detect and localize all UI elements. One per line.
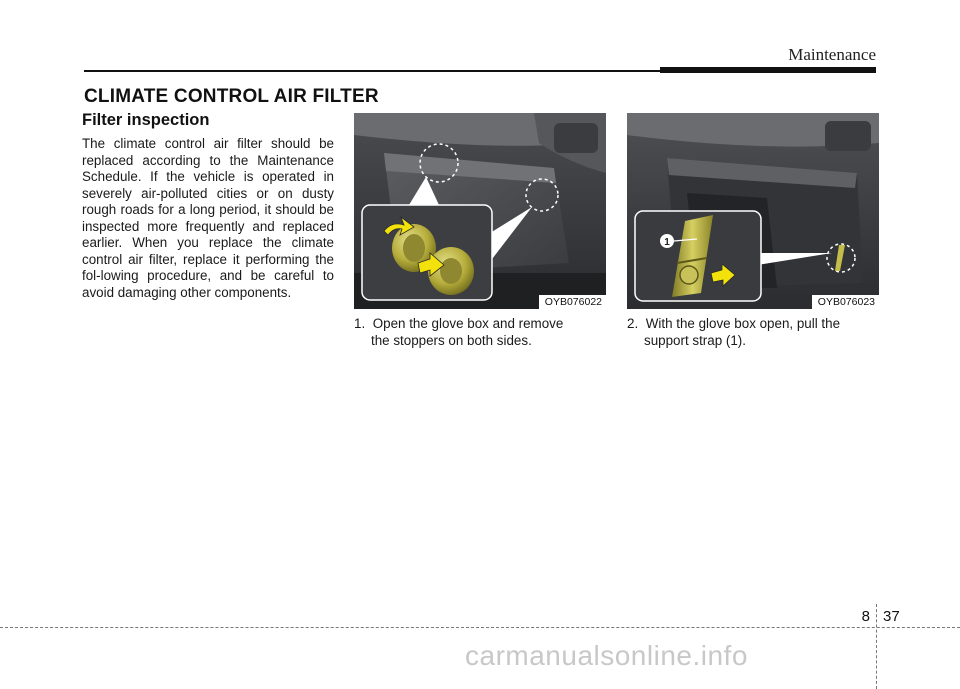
caption-line-1: With the glove box open, pull the	[645, 316, 841, 331]
footer-dashed-divider	[876, 604, 877, 689]
subheading: Filter inspection	[82, 111, 210, 129]
figure-caption-step-2	[627, 316, 879, 349]
footer-page-number: 37	[883, 608, 900, 625]
figure-support-strap	[627, 113, 879, 309]
figure-caption-step-1	[354, 316, 606, 349]
footer-chapter-number: 8	[861, 608, 870, 625]
glovebox-stoppers-illustration	[354, 113, 606, 309]
section-title: CLIMATE CONTROL AIR FILTER	[84, 86, 379, 107]
body-paragraph: The climate control air filter should be replaced according to the Maintenance Schedule. If the vehicle is operated in severely air-polluted cities or on dusty rough roads for a long period, it should be inspected more frequently and replaced earlier. When you replace the climate control air filter, replace it performing the fol-lowing procedure, and be careful to avoid damaging other components.	[82, 136, 334, 300]
step-number: 2.	[627, 316, 639, 331]
caption-line-1: Open the glove box and remove	[372, 316, 564, 331]
chapter-header-title: Maintenance	[788, 45, 876, 64]
header-rule-thin	[84, 70, 660, 72]
caption-line-2: the stoppers on both sides.	[371, 332, 532, 348]
step-number: 1.	[354, 316, 366, 331]
callout-number: 1	[664, 237, 670, 248]
support-strap-illustration	[627, 113, 879, 309]
caption-line-2: support strap (1).	[644, 332, 746, 348]
header-rule-thick	[660, 67, 876, 73]
figure-code-label: OYB076023	[812, 295, 879, 309]
figure-code-label: OYB076022	[539, 295, 606, 309]
footer-dashed-line	[0, 627, 960, 628]
watermark: carmanualsonline.info	[465, 640, 748, 671]
figure-glovebox-stoppers	[354, 113, 606, 309]
